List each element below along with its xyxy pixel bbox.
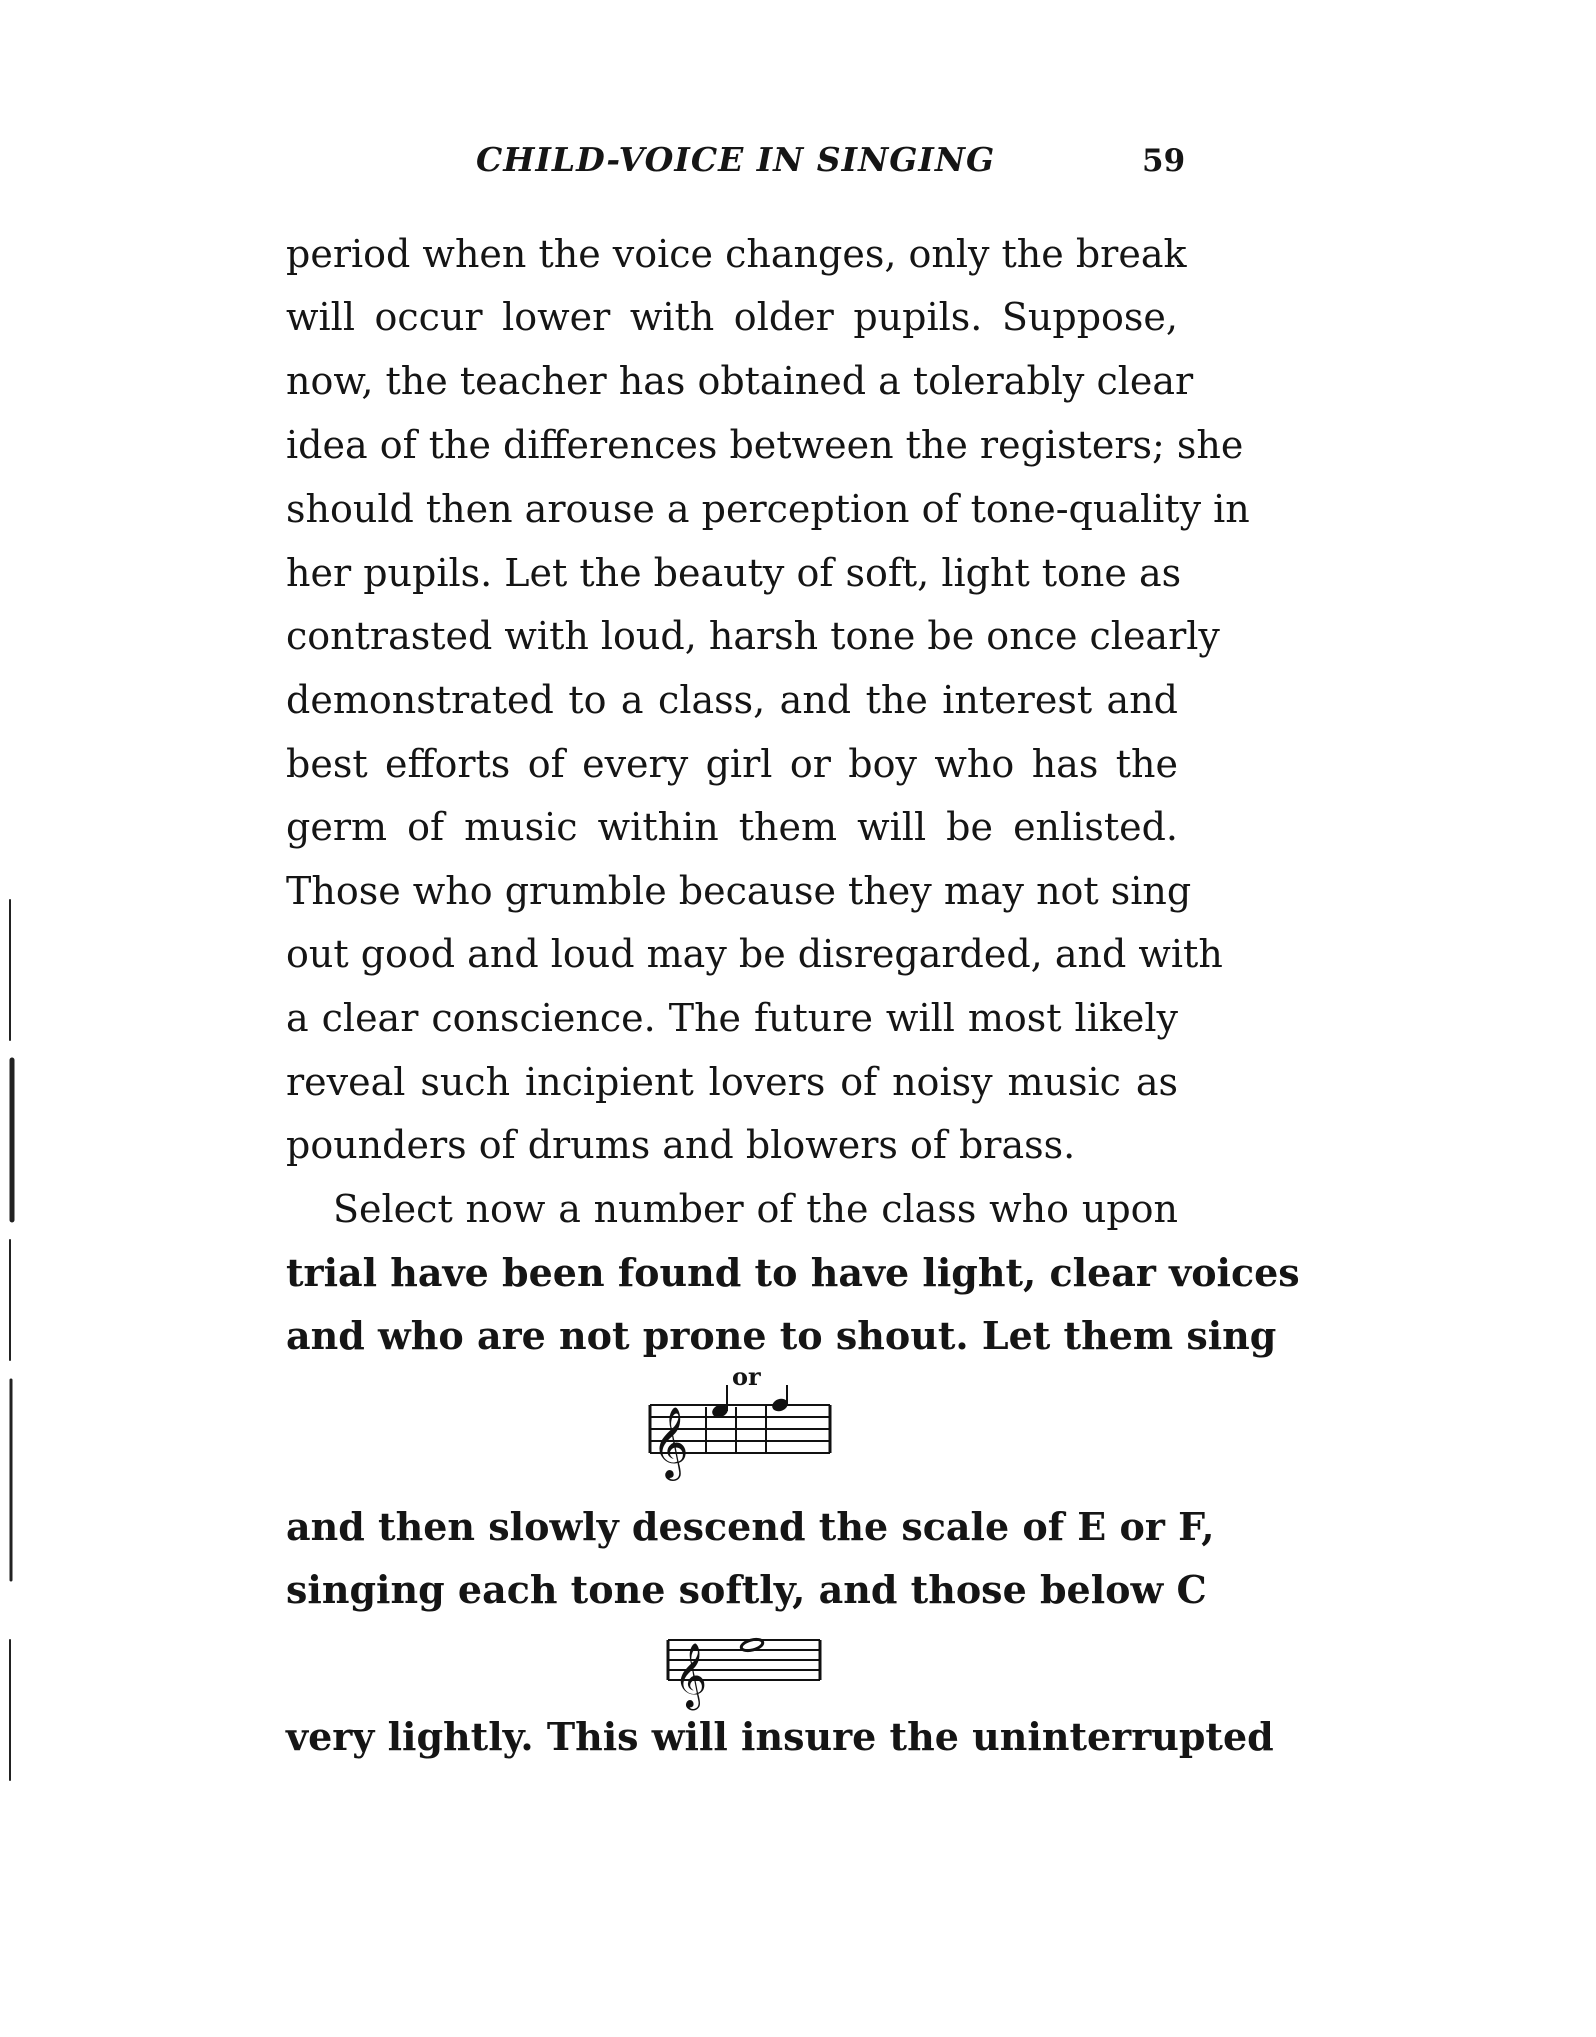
- text-line: Select now a number of the class who upon: [333, 1187, 1178, 1231]
- text-line: out good and loud may be disregarded, and with: [286, 932, 1223, 976]
- svg-text:𝄞: 𝄞: [652, 1405, 689, 1478]
- svg-text:𝄞: 𝄞: [674, 1643, 708, 1708]
- text-line: Those who grumble because they may not sing: [286, 869, 1192, 913]
- running-title: CHILD-VOICE IN SINGING: [476, 140, 996, 179]
- text-line: idea of the differences between the registers; she: [286, 423, 1244, 467]
- music-example-1: [640, 1385, 840, 1485]
- text-line: demonstrated to a class, and the interest and: [286, 678, 1178, 722]
- text-line: very lightly. This will insure the uninterrupted: [286, 1714, 1274, 1759]
- binding-edge-marks: [0, 880, 30, 1880]
- text-line: best efforts of every girl or boy who has the: [286, 742, 1178, 786]
- page-number: 59: [1142, 143, 1186, 179]
- text-line: trial have been found to have light, clear voices: [286, 1250, 1300, 1295]
- music-example-2: [660, 1618, 830, 1718]
- text-line: now, the teacher has obtained a tolerably clear: [286, 359, 1194, 403]
- text-line: pounders of drums and blowers of brass.: [286, 1123, 1076, 1167]
- text-line: period when the voice changes, only the break: [286, 232, 1187, 276]
- text-line: singing each tone softly, and those below C: [286, 1567, 1207, 1612]
- text-line: germ of music within them will be enlisted.: [286, 805, 1178, 849]
- text-line: her pupils. Let the beauty of soft, light tone as: [286, 551, 1182, 595]
- text-line: and who are not prone to shout. Let them sing: [286, 1313, 1277, 1358]
- text-line: and then slowly descend the scale of E or F,: [286, 1504, 1215, 1549]
- text-line: should then arouse a perception of tone-quality in: [286, 487, 1250, 531]
- text-line: a clear conscience. The future will most likely: [286, 996, 1178, 1040]
- text-line: reveal such incipient lovers of noisy music as: [286, 1060, 1178, 1104]
- text-line: will occur lower with older pupils. Suppose,: [286, 295, 1178, 339]
- text-line: contrasted with loud, harsh tone be once clearly: [286, 614, 1220, 658]
- music-example-label: or: [732, 1362, 761, 1391]
